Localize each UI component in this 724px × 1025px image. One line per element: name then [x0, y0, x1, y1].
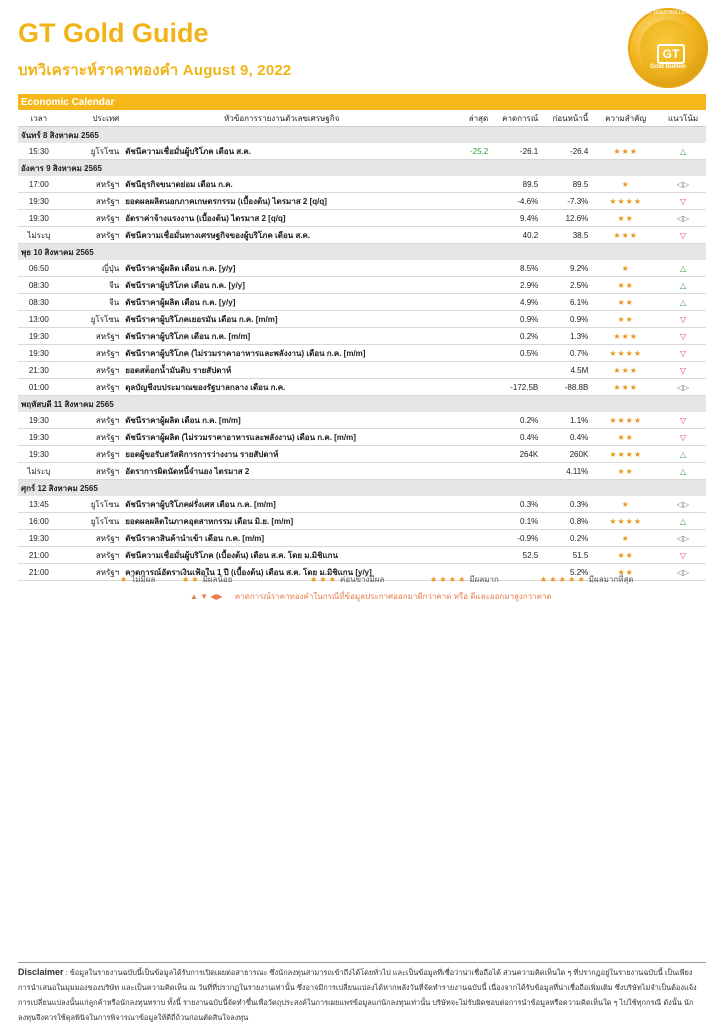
day-header-row [18, 244, 706, 261]
trend-arrow-icon: ▽ [660, 193, 706, 210]
event-time: 19:30 [18, 530, 60, 547]
event-time: 16:00 [18, 513, 60, 530]
day-header-row [18, 127, 706, 144]
event-previous: 0.7% [541, 345, 591, 362]
trend-arrow-icon: ▽ [660, 227, 706, 244]
trend-arrows-icon: ▲ ▼ ◀▶ [190, 592, 223, 601]
event-forecast: 40.2 [491, 227, 541, 244]
event-actual [441, 429, 491, 446]
importance-stars-icon: ★ [591, 176, 660, 193]
event-time: 21:00 [18, 564, 60, 581]
event-country: สหรัฐฯ [60, 463, 123, 480]
event-actual [441, 260, 491, 277]
event-forecast: 0.4% [491, 429, 541, 446]
event-title: ดัชนีราคาผู้ผลิต เดือน ก.ค. [y/y] [122, 294, 441, 311]
event-previous: -7.3% [541, 193, 591, 210]
event-title: ดัชนีธุรกิจขนาดย่อม เดือน ก.ค. [122, 176, 441, 193]
event-row [18, 412, 706, 429]
event-previous: 4.5M [541, 362, 591, 379]
day-header-row [18, 160, 706, 177]
event-row [18, 513, 706, 530]
event-time: 21:30 [18, 362, 60, 379]
legend-item [182, 573, 232, 586]
event-previous: 2.5% [541, 277, 591, 294]
event-country: สหรัฐฯ [60, 345, 123, 362]
event-row [18, 176, 706, 193]
event-row [18, 446, 706, 463]
event-forecast: 264K [491, 446, 541, 463]
event-row [18, 496, 706, 513]
legend-item [540, 573, 634, 586]
event-previous: -26.4 [541, 143, 591, 160]
event-previous: 89.5 [541, 176, 591, 193]
event-country: ยูโรโซน [60, 496, 123, 513]
event-previous: 0.3% [541, 496, 591, 513]
event-previous: 4.11% [541, 463, 591, 480]
event-country: สหรัฐฯ [60, 530, 123, 547]
event-time: 17:00 [18, 176, 60, 193]
event-country: สหรัฐฯ [60, 446, 123, 463]
trend-arrow-icon: ◁▷ [660, 496, 706, 513]
event-title: ดัชนีราคาผู้บริโภค (ไม่รวมราคาอาหารและพลังงาน) เดือน ก.ค. [m/m] [122, 345, 441, 362]
event-forecast: 0.9% [491, 311, 541, 328]
event-previous: 5.2% [541, 564, 591, 581]
event-title: ดัชนีราคาผู้ผลิต เดือน ก.ค. [m/m] [122, 412, 441, 429]
importance-stars-icon: ★★ [591, 564, 660, 581]
event-forecast [491, 463, 541, 480]
event-time: 19:30 [18, 328, 60, 345]
event-forecast: -4.6% [491, 193, 541, 210]
event-previous: 0.2% [541, 530, 591, 547]
event-title: ดัชนีราคาผู้บริโภคฝรั่งเศส เดือน ก.ค. [m/m] [122, 496, 441, 513]
event-row [18, 210, 706, 227]
event-actual [441, 446, 491, 463]
event-time: 13:00 [18, 311, 60, 328]
event-time: 19:30 [18, 345, 60, 362]
event-row [18, 345, 706, 362]
event-time: ไม่ระบุ [18, 463, 60, 480]
event-time: 08:30 [18, 294, 60, 311]
event-row [18, 379, 706, 396]
day-label: ศุกร์ 12 สิงหาคม 2565 [18, 480, 706, 497]
event-title: ยอดสต็อกน้ำมันดิบ รายสัปดาห์ [122, 362, 441, 379]
event-actual [441, 547, 491, 564]
trend-arrow-icon: △ [660, 513, 706, 530]
event-previous: 260K [541, 446, 591, 463]
trend-arrow-icon: ▽ [660, 311, 706, 328]
trend-legend-note: คาดการณ์ราคาทองคำในกรณีที่ข้อมูลประกาศออกมาดีกว่าคาด หรือ ดีและออกมาสูงกว่าคาด [234, 592, 552, 601]
page-subtitle: บทวิเคราะห์ราคาทองคำ August 9, 2022 [18, 62, 292, 79]
day-label: พุธ 10 สิงหาคม 2565 [18, 244, 706, 261]
event-actual [441, 227, 491, 244]
calendar-header-row [18, 110, 706, 127]
event-actual [441, 412, 491, 429]
legend-stars-icon: ★ ★ ★ ★ [430, 575, 466, 584]
event-row [18, 260, 706, 277]
event-row [18, 193, 706, 210]
trend-arrow-icon: △ [660, 294, 706, 311]
disclaimer-label: Disclaimer [18, 967, 64, 977]
event-actual [441, 294, 491, 311]
event-actual [441, 277, 491, 294]
event-country: สหรัฐฯ [60, 210, 123, 227]
event-title: ดัชนีราคาผู้บริโภคเยอรมัน เดือน ก.ค. [m/m] [122, 311, 441, 328]
event-forecast: 0.3% [491, 496, 541, 513]
importance-stars-icon: ★★★ [591, 362, 660, 379]
logo-gt-mark: GT [657, 44, 685, 64]
trend-arrow-icon: ◁▷ [660, 530, 706, 547]
trend-arrow-icon: ◁▷ [660, 564, 706, 581]
legend-label: มีผลมากที่สุด [588, 575, 634, 584]
importance-stars-icon: ★★★ [591, 379, 660, 396]
importance-stars-icon: ★★★★ [591, 412, 660, 429]
event-previous: 6.1% [541, 294, 591, 311]
event-time: ไม่ระบุ [18, 227, 60, 244]
event-title: ดุลบัญชีงบประมาณของรัฐบาลกลาง เดือน ก.ค. [122, 379, 441, 396]
event-country: สหรัฐฯ [60, 429, 123, 446]
event-row [18, 143, 706, 160]
event-actual [441, 193, 491, 210]
event-country: สหรัฐฯ [60, 379, 123, 396]
event-actual [441, 311, 491, 328]
importance-stars-icon: ★★ [591, 463, 660, 480]
gt-gold-bullion-logo [628, 8, 708, 88]
event-forecast: 9.4% [491, 210, 541, 227]
event-forecast [491, 362, 541, 379]
event-title: ดัชนีราคาผู้บริโภค เดือน ก.ค. [m/m] [122, 328, 441, 345]
col-trend: แนวโน้ม [660, 110, 706, 127]
trend-arrow-icon: △ [660, 446, 706, 463]
trend-arrow-icon: ◁▷ [660, 379, 706, 396]
col-previous: ก่อนหน้านี้ [541, 110, 591, 127]
col-time: เวลา [18, 110, 60, 127]
event-title: ดัชนีราคาผู้บริโภค เดือน ก.ค. [y/y] [122, 277, 441, 294]
calendar-banner [18, 94, 706, 110]
event-actual: -25.2 [441, 143, 491, 160]
event-forecast: 0.1% [491, 513, 541, 530]
day-label: จันทร์ 8 สิงหาคม 2565 [18, 127, 706, 144]
legend-stars-icon: ★ ★ ★ ★ ★ [540, 575, 585, 584]
page-title: GT Gold Guide [18, 18, 209, 48]
event-time: 19:30 [18, 429, 60, 446]
legend-item [310, 573, 384, 586]
disclaimer-text: : ข้อมูลในรายงานฉบับนี้เป็นข้อมูลได้รับการเปิดเผยต่อสาธารณะ ซึ่งนักลงทุนสามารถเข้าถึงได้โดยทั่วไป และเป็นข้อมูลที่เชื่อว่าน่าเชื่อถือได้ ส่วนความคิดเห็นใด ๆ ที่ปรากฏอยู่ในรายงานฉบับนี้ เป็นเพียงการนำเสนอในมุมมองของบริษัท และเป็นความคิดเห็น ณ วันที่ที่ปรากฏในรายงานเท่านั้น ซึ่งอาจมีการเปลี่ยนแปลงได้หากพลังวันที่จัดทำรายงานฉบับนี้ เนื่องจากได้รับข้อมูลที่น่าเชื่อถือเพิ่มเติม ซึ่งบริษัทไม่จำเป็นต้องแจ้งการเปลี่ยนแปลงนั้นแก่ลูกค้าหรือนักลงทุนทราบ ทั้งนี้ รายงานฉบับนี้จัดทำขึ้นเพื่อวัตถุประสงค์ในการเผยแพร่ข้อมูลแก่นักลงทุนเท่านั้น บริษัทจะไม่รับผิดชอบต่อการนำข้อมูลหรือความคิดเห็นใด ๆ ไปใช้ทุกกรณี ดังนั้น นักลงทุนจึงควรใช้ดุลพินิจในการพิจารณาข้อมูลให้ดีถี่ถ้วนก่อนตัดสินใจลงทุน [18, 968, 697, 1022]
event-actual [441, 328, 491, 345]
event-time: 21:00 [18, 547, 60, 564]
event-forecast: -26.1 [491, 143, 541, 160]
importance-stars-icon: ★★ [591, 311, 660, 328]
event-title: ดัชนีความเชื่อมั่นทางเศรษฐกิจของผู้บริโภค เดือน ส.ค. [122, 227, 441, 244]
event-country: สหรัฐฯ [60, 564, 123, 581]
trend-arrow-icon: △ [660, 277, 706, 294]
event-forecast: 0.2% [491, 328, 541, 345]
trend-arrow-icon: ◁▷ [660, 176, 706, 193]
event-time: 08:30 [18, 277, 60, 294]
importance-stars-icon: ★★★ [591, 143, 660, 160]
event-row [18, 463, 706, 480]
event-title: ดัชนีความเชื่อมั่นผู้บริโภค (เบื้องต้น) เดือน ส.ค. โดย ม.มิชิแกน [122, 547, 441, 564]
trend-arrow-icon: ▽ [660, 328, 706, 345]
event-country: สหรัฐฯ [60, 193, 123, 210]
importance-stars-icon: ★★ [591, 547, 660, 564]
event-row [18, 429, 706, 446]
legend-label: มีผลมาก [469, 575, 499, 584]
event-country: ญี่ปุ่น [60, 260, 123, 277]
trend-arrow-icon: ▽ [660, 362, 706, 379]
event-row [18, 277, 706, 294]
event-title: ยอดผลผลิตนอกภาคเกษตรกรรม (เบื้องต้น) ไตรมาส 2 [q/q] [122, 193, 441, 210]
event-title: ยอดผู้ขอรับสวัสดิการการว่างงาน รายสัปดาห์ [122, 446, 441, 463]
importance-stars-icon: ★★★★ [591, 193, 660, 210]
event-forecast: 2.9% [491, 277, 541, 294]
economic-calendar-table [18, 94, 706, 581]
importance-stars-icon: ★ [591, 530, 660, 547]
event-row [18, 227, 706, 244]
event-previous: 9.2% [541, 260, 591, 277]
event-previous: 38.5 [541, 227, 591, 244]
importance-stars-icon: ★★★ [591, 328, 660, 345]
event-actual [441, 379, 491, 396]
day-header-row [18, 480, 706, 497]
event-actual [441, 210, 491, 227]
event-actual [441, 362, 491, 379]
trend-arrow-icon: ▽ [660, 345, 706, 362]
event-time: 19:30 [18, 193, 60, 210]
event-forecast: 0.2% [491, 412, 541, 429]
event-country: ยูโรโซน [60, 311, 123, 328]
event-actual [441, 513, 491, 530]
importance-stars-icon: ★★ [591, 210, 660, 227]
importance-stars-icon: ★★★ [591, 227, 660, 244]
trend-legend [190, 590, 552, 603]
event-title: ดัชนีความเชื่อมั่นผู้บริโภค เดือน ส.ค. [122, 143, 441, 160]
event-time: 01:00 [18, 379, 60, 396]
event-actual [441, 530, 491, 547]
event-previous: 0.8% [541, 513, 591, 530]
event-country: จีน [60, 277, 123, 294]
col-forecast: คาดการณ์ [491, 110, 541, 127]
event-country: สหรัฐฯ [60, 362, 123, 379]
importance-stars-icon: ★★ [591, 294, 660, 311]
event-time: 19:30 [18, 210, 60, 227]
event-title: อัตราค่าจ้างแรงงาน (เบื้องต้น) ไตรมาส 2 [q/q] [122, 210, 441, 227]
event-previous: 0.4% [541, 429, 591, 446]
event-title: ดัชนีราคาผู้ผลิต (ไม่รวมราคาอาหารและพลังงาน) เดือน ก.ค. [m/m] [122, 429, 441, 446]
event-time: 13:45 [18, 496, 60, 513]
legend-label: ไม่มีผล [131, 575, 156, 584]
event-country: สหรัฐฯ [60, 412, 123, 429]
importance-stars-icon: ★★★★ [591, 345, 660, 362]
event-forecast: 4.9% [491, 294, 541, 311]
importance-stars-icon: ★★ [591, 429, 660, 446]
day-label: พฤหัสบดี 11 สิงหาคม 2565 [18, 396, 706, 413]
event-row [18, 328, 706, 345]
event-title: ดัชนีราคาสินค้านำเข้า เดือน ก.ค. [m/m] [122, 530, 441, 547]
legend-label: ค่อนข้างมีผล [339, 575, 385, 584]
trend-arrow-icon: ◁▷ [660, 210, 706, 227]
importance-stars-icon: ★ [591, 260, 660, 277]
col-actual: ล่าสุด [441, 110, 491, 127]
trend-arrow-icon: ▽ [660, 412, 706, 429]
logo-ring-text: GT GOLD BULLION [645, 10, 691, 16]
calendar-banner-label: Economic Calendar [18, 94, 706, 110]
legend-label: มีผลน้อย [202, 575, 233, 584]
disclaimer [18, 962, 706, 1025]
event-country: สหรัฐฯ [60, 328, 123, 345]
event-time: 19:30 [18, 412, 60, 429]
event-row [18, 530, 706, 547]
event-forecast: -0.9% [491, 530, 541, 547]
day-header-row [18, 396, 706, 413]
logo-inner [640, 20, 696, 76]
event-country: สหรัฐฯ [60, 227, 123, 244]
event-actual [441, 176, 491, 193]
col-importance: ความสำคัญ [591, 110, 660, 127]
legend-stars-icon: ★ ★ ★ [310, 575, 336, 584]
event-country: ยูโรโซน [60, 143, 123, 160]
importance-stars-icon: ★★★★ [591, 513, 660, 530]
event-title: อัตราการผิดนัดหนี้จำนอง ไตรมาส 2 [122, 463, 441, 480]
event-forecast: 0.5% [491, 345, 541, 362]
event-forecast: 8.5% [491, 260, 541, 277]
event-forecast: -172.5B [491, 379, 541, 396]
trend-arrow-icon: △ [660, 463, 706, 480]
event-previous: -88.8B [541, 379, 591, 396]
col-country: ประเทศ [60, 110, 123, 127]
trend-arrow-icon: ▽ [660, 547, 706, 564]
trend-arrow-icon: ▽ [660, 429, 706, 446]
event-row [18, 362, 706, 379]
event-country: สหรัฐฯ [60, 547, 123, 564]
event-title: ยอดผลผลิตในภาคอุตสาหกรรม เดือน มิ.ย. [m/m] [122, 513, 441, 530]
event-actual [441, 496, 491, 513]
legend-stars-icon: ★ ★ [182, 575, 199, 584]
importance-stars-icon: ★ [591, 496, 660, 513]
legend-item [430, 573, 499, 586]
logo-sub-text: Gold Bullion [650, 64, 686, 70]
event-row [18, 547, 706, 564]
event-country: ยูโรโซน [60, 513, 123, 530]
event-previous: 1.3% [541, 328, 591, 345]
event-country: สหรัฐฯ [60, 176, 123, 193]
event-previous: 51.5 [541, 547, 591, 564]
event-actual [441, 345, 491, 362]
event-previous: 0.9% [541, 311, 591, 328]
trend-arrow-icon: △ [660, 143, 706, 160]
event-title: ดัชนีราคาผู้ผลิต เดือน ก.ค. [y/y] [122, 260, 441, 277]
event-row [18, 311, 706, 328]
legend-item [120, 573, 155, 586]
event-forecast: 89.5 [491, 176, 541, 193]
col-event: หัวข้อการรายงานตัวเลขเศรษฐกิจ [122, 110, 441, 127]
day-label: อังคาร 9 สิงหาคม 2565 [18, 160, 706, 177]
event-title: คาดการณ์อัตราเงินเฟ้อใน 1 ปี (เบื้องต้น) เดือน ส.ค. โดย ม.มิชิแกน [y/y] [122, 564, 441, 581]
event-time: 15:30 [18, 143, 60, 160]
event-time: 06:50 [18, 260, 60, 277]
trend-arrow-icon: △ [660, 260, 706, 277]
event-time: 19:30 [18, 446, 60, 463]
event-previous: 12.6% [541, 210, 591, 227]
importance-stars-icon: ★★★★ [591, 446, 660, 463]
event-previous: 1.1% [541, 412, 591, 429]
legend-stars-icon: ★ [120, 575, 128, 584]
event-forecast: 52.5 [491, 547, 541, 564]
event-actual [441, 463, 491, 480]
event-country: จีน [60, 294, 123, 311]
event-row [18, 294, 706, 311]
importance-stars-icon: ★★ [591, 277, 660, 294]
